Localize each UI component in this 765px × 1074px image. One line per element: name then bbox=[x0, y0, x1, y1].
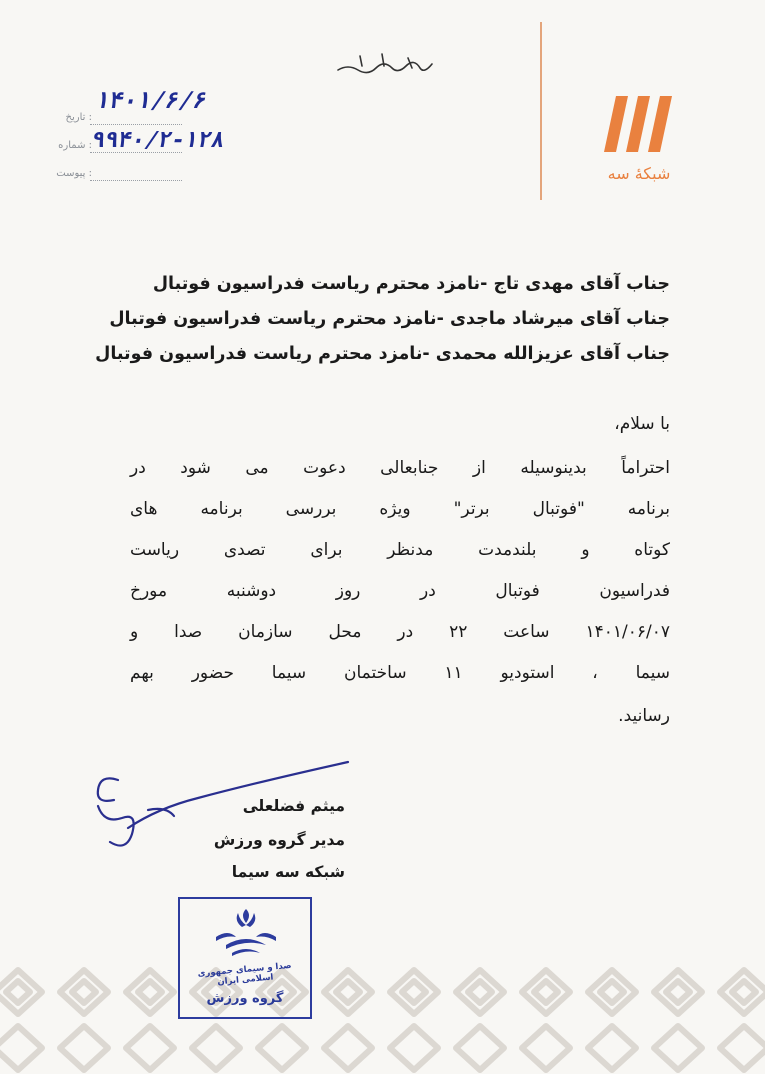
signatory-name: میثم فضلعلی bbox=[242, 797, 345, 815]
irib-emblem-icon bbox=[212, 907, 280, 959]
number-handwritten: ۹۹۴۰/۲-۱۲۸ bbox=[89, 128, 228, 153]
recipient-line: جناب آقای مهدی تاج -نامزد محترم ریاست فدراسیون فوتبال bbox=[152, 274, 670, 294]
recipient-line: جناب آقای عزیزالله محمدی -نامزد محترم ریاست فدراسیون فوتبال bbox=[95, 344, 670, 364]
body-line: فدراسیون فوتبال در روز دوشنبه مورخ bbox=[130, 581, 670, 601]
network-three-logo bbox=[598, 88, 680, 160]
body-line: سیما ، استودیو ۱۱ ساختمان سیما حضور بهم bbox=[130, 663, 670, 683]
body-line: کوتاه و بلندمدت مدنظر برای تصدی ریاست bbox=[130, 540, 670, 560]
body-line: برنامه "فوتبال برتر" ویژه بررسی برنامه های bbox=[130, 499, 670, 519]
basmala-handwriting bbox=[330, 48, 440, 82]
stamp-organization: صدا و سیمای جمهوری اسلامی ایران bbox=[197, 960, 292, 988]
date-line bbox=[90, 124, 182, 125]
recipient-line: جناب آقای میرشاد ماجدی -نامزد محترم ریاست فدراسیون فوتبال bbox=[109, 309, 670, 329]
greeting: با سلام، bbox=[614, 414, 670, 434]
body-line: رسانید. bbox=[618, 706, 670, 726]
body-line: ۱۴۰۱/۰۶/۰۷ ساعت ۲۲ در محل سازمان صدا و bbox=[130, 622, 670, 642]
number-label: : شماره bbox=[58, 140, 92, 151]
official-stamp bbox=[178, 897, 312, 1019]
logo-name: شبکهٔ سه bbox=[607, 164, 671, 183]
body-line: احتراماً بدینوسیله از جنابعالی دعوت می شود در bbox=[130, 458, 670, 478]
attachment-label: : پیوست bbox=[56, 168, 92, 179]
signatory-org: شبکه سه سیما bbox=[231, 863, 345, 881]
footer-pattern bbox=[0, 962, 765, 1074]
signatory-title: مدیر گروه ورزش bbox=[213, 831, 345, 849]
header-divider bbox=[540, 22, 542, 200]
stamp-department: گروه ورزش bbox=[206, 991, 284, 1006]
attachment-line bbox=[90, 180, 182, 181]
date-handwritten: ۱۴۰۱/۶/۶ bbox=[93, 88, 210, 114]
date-label: : تاریخ bbox=[65, 112, 92, 123]
